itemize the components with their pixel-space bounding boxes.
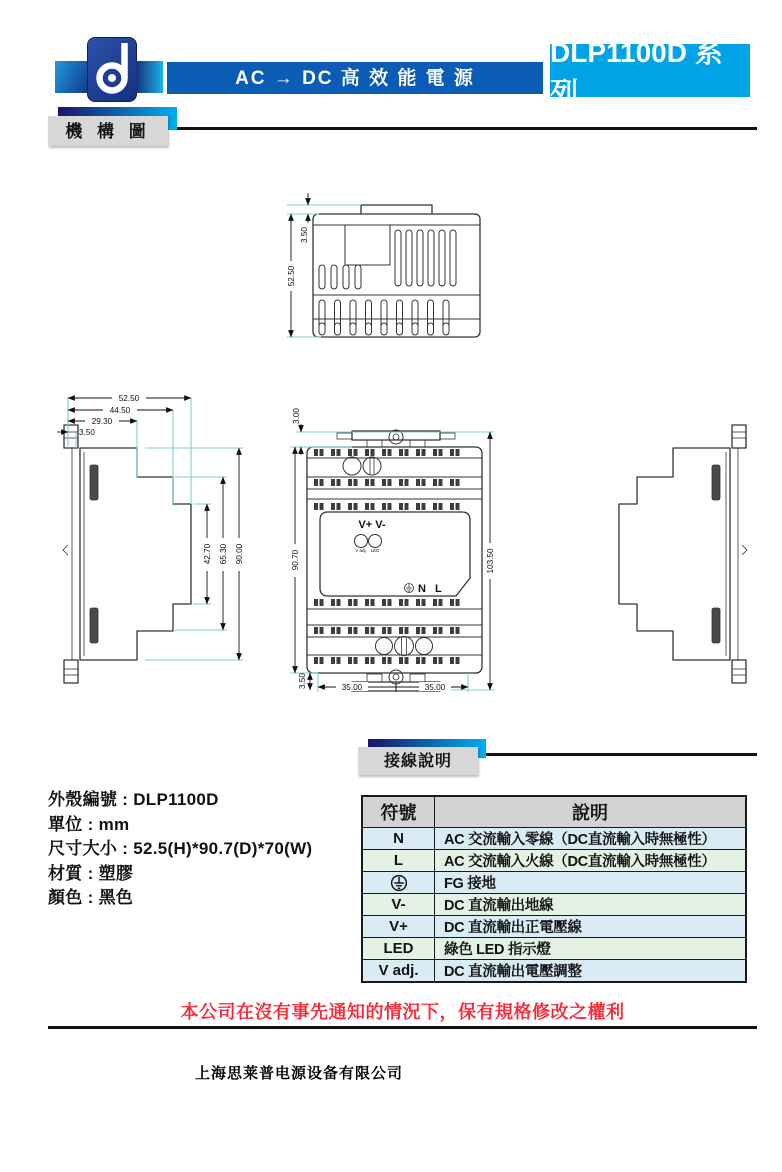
section-rule — [165, 127, 757, 130]
wiring-table-row — [362, 828, 746, 850]
dim-label: 35.00 — [341, 683, 363, 692]
wiring-row-symbol: L — [362, 850, 435, 872]
dim-label: 52.50 — [287, 265, 296, 287]
wiring-row-symbol: N — [362, 828, 435, 850]
section-rule — [478, 753, 757, 756]
front-led-label: LED — [370, 548, 380, 553]
side-view-body — [619, 425, 747, 683]
wiring-row-symbol: V- — [362, 894, 435, 916]
dim-label: 3.50 — [79, 428, 95, 437]
side-view-right-drawing — [545, 390, 755, 698]
front-input-label: N L — [418, 583, 445, 595]
company-name: 上海思莱普电源设备有限公司 — [195, 1065, 404, 1082]
side-view-left-drawing — [55, 390, 305, 698]
spec-line: 材質 : 塑膠 — [48, 863, 134, 883]
spec-line: 尺寸大小 : 52.5(H)*90.7(D)*70(W) — [48, 839, 313, 858]
wiring-header-symbol: 符號 — [362, 796, 435, 828]
spec-line: 單位 : mm — [48, 814, 130, 834]
wiring-table-row — [362, 894, 746, 916]
wiring-row-desc: 綠色 LED 指示燈 — [435, 938, 747, 960]
wiring-table-row — [362, 872, 746, 894]
wiring-row-desc: DC 直流輸出地線 — [435, 894, 747, 916]
wiring-row-symbol: V+ — [362, 916, 435, 938]
wiring-row-desc: FG 接地 — [435, 872, 747, 894]
wiring-table — [361, 795, 747, 983]
wiring-table-row — [362, 938, 746, 960]
section-title-wiring: 接線說明 — [358, 747, 478, 775]
front-vadj-label: V adj. — [355, 548, 367, 553]
wiring-row-desc: DC 直流輸出電壓調整 — [435, 960, 747, 983]
dim-label: 90.00 — [235, 543, 244, 565]
dim-label: 29.30 — [91, 417, 113, 426]
wiring-header-desc: 說明 — [435, 796, 747, 828]
dim-label: 52.50 — [118, 394, 140, 403]
spec-list — [48, 788, 360, 911]
dim-label: 90.70 — [291, 549, 300, 571]
footer-rule — [48, 1026, 757, 1029]
front-output-label: V+ V- — [358, 519, 386, 531]
page-title-banner: AC → DC 高 效 能 電 源 — [167, 62, 543, 94]
disclaimer-text: 本公司在沒有事先通知的情況下，保有規格修改之權利 — [180, 1002, 625, 1022]
front-view-drawing — [288, 400, 503, 700]
wiring-row-symbol: V adj. — [362, 960, 435, 983]
dim-label: 65.30 — [219, 543, 228, 565]
top-view-dimensions — [286, 193, 309, 337]
top-view-drawing — [275, 183, 490, 343]
wiring-row-desc: AC 交流輸入火線（DC直流輸入時無極性） — [435, 850, 747, 872]
dim-label: 3.50 — [300, 227, 309, 243]
dim-label: 103.50 — [486, 548, 495, 574]
side-view-body — [63, 425, 191, 683]
logo-accent-bar-left — [55, 61, 87, 93]
spec-line: 顏色 : 黑色 — [48, 888, 134, 907]
dim-label: 42.70 — [203, 543, 212, 565]
top-view-body — [313, 205, 480, 337]
protective-earth-icon — [390, 874, 408, 892]
brand-d-icon — [88, 38, 136, 101]
wiring-table-row — [362, 960, 746, 983]
dim-label: 3.00 — [292, 408, 301, 424]
logo-accent-bar-right — [136, 61, 163, 93]
section-title-mechanical: 機 構 圖 — [48, 116, 168, 146]
dim-label: 35.00 — [424, 683, 446, 692]
spec-line: 外殼編號 : DLP1100D — [48, 790, 219, 809]
wiring-row-symbol: LED — [362, 938, 435, 960]
dim-label: 44.50 — [109, 406, 131, 415]
front-view-body — [307, 430, 482, 691]
brand-logo — [87, 37, 137, 102]
wiring-row-desc: DC 直流輸出正電壓線 — [435, 916, 747, 938]
wiring-table-body — [362, 828, 746, 983]
wiring-table-header-row — [362, 796, 746, 828]
dim-label: 3.50 — [298, 673, 307, 689]
wiring-row-symbol — [362, 872, 435, 894]
wiring-table-row — [362, 850, 746, 872]
series-badge: DLP1100D 系列 — [550, 44, 750, 97]
wiring-table-row — [362, 916, 746, 938]
wiring-row-desc: AC 交流輸入零線（DC直流輸入時無極性） — [435, 828, 747, 850]
